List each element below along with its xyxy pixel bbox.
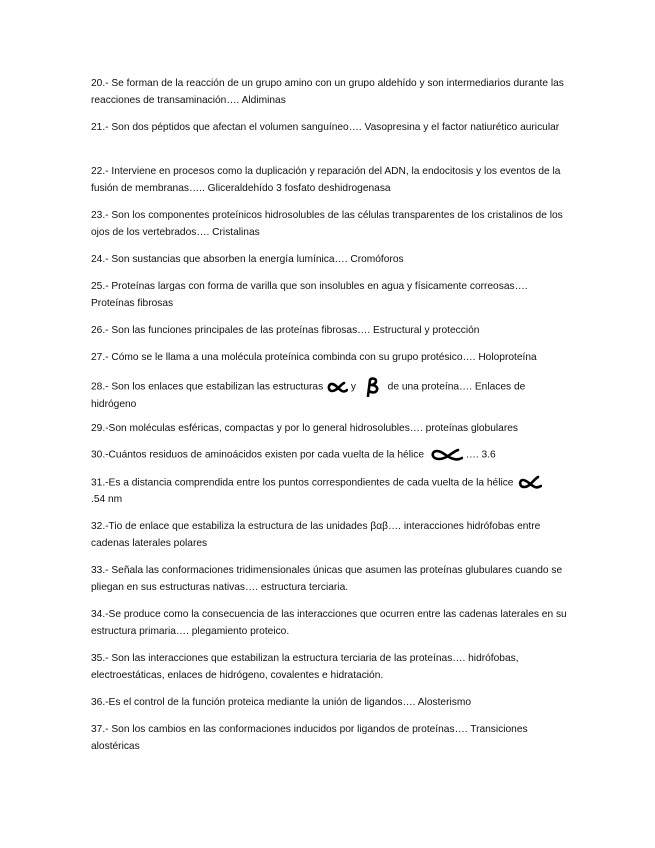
question-26: [91, 323, 569, 340]
question-text: 23.- Son los componentes proteínicos hidrosolubles de las células transparentes de los cristalinos de los ojos de los vertebrados…. Cristalinas: [91, 210, 566, 238]
question-30: [91, 447, 569, 464]
question-21: [91, 120, 569, 137]
question-25: [91, 279, 569, 312]
question-text: 20.- Se forman de la reacción de un grupo amino con un grupo aldehído y son intermediarios durante las reacciones de transaminación…. Aldiminas: [91, 78, 567, 106]
question-text: 29.-Son moléculas esféricas, compactas y por lo general hidrosolubles…. proteínas globulares: [91, 423, 518, 434]
beta-symbol-icon: [359, 377, 385, 397]
question-27: [91, 350, 569, 367]
question-23: [91, 208, 569, 241]
question-31: [91, 475, 569, 509]
question-text: 34.-Se produce como la consecuencia de las interacciones que ocurren entre las cadenas laterales en su estructura primaria…. plegamiento proteico.: [91, 609, 570, 637]
question-24: [91, 252, 569, 269]
question-29: [91, 421, 569, 438]
question-32: [91, 519, 569, 552]
question-text: 24.- Son sustancias que absorben la energía lumínica…. Cromóforos: [91, 254, 404, 265]
question-text-part-1: 30.-Cuántos residuos de aminoácidos existen por cada vuelta de la hélice: [91, 449, 424, 461]
question-37: [91, 722, 569, 755]
question-text: 22.- Interviene en procesos como la duplicación y reparación del ADN, la endocitosis y los eventos de la fusión de membranas….. Gliceraldehído 3 fosfato deshidrogenasa: [91, 166, 564, 194]
question-text-part-3: de una proteína…. Enlaces de hidrógeno: [91, 381, 529, 410]
question-33: [91, 563, 569, 596]
question-34: [91, 607, 569, 640]
question-text-part-1: 28.- Son los enlaces que estabilizan las estructuras: [91, 381, 324, 393]
question-text: 36.-Es el control de la función proteica mediante la unión de ligandos…. Alosterismo: [91, 697, 471, 708]
alpha-symbol-icon: [427, 447, 463, 463]
question-text: 25.- Proteínas largas con forma de varilla que son insolubles en agua y físicamente correosas…. Proteínas fibrosas: [91, 281, 531, 309]
question-text-part-2: .54 nm: [91, 494, 123, 506]
question-text: 35.- Son las interacciones que estabilizan la estructura terciaria de las proteínas…. hidrófobas, electroestáticas, enlaces de hidrógeno, covalentes e hidratación.: [91, 653, 522, 681]
question-text-part-2: …. 3.6: [465, 449, 496, 461]
question-22: [91, 164, 569, 197]
question-text: 21.- Son dos péptidos que afectan el volumen sanguíneo…. Vasopresina y el factor natiurético auricular: [91, 122, 560, 133]
question-text: 32.-Tio de enlace que estabiliza la estructura de las unidades βαβ…. interacciones hidrófobas entre cadenas laterales polares: [91, 521, 544, 549]
question-28: [91, 377, 569, 414]
question-text: 33.- Señala las conformaciones tridimensionales únicas que asumen las proteínas glubulares cuando se pliegan en sus estructuras nativas…. estructura terciaria.: [91, 565, 566, 593]
question-36: [91, 695, 569, 712]
question-text-part-1: 31.-Es a distancia comprendida entre los puntos correspondientes de cada vuelta de la hélice: [91, 477, 514, 489]
alpha-symbol-icon: [516, 475, 542, 491]
question-text: 27.- Cómo se le llama a una molécula proteínica combinda con su grupo protésico…. Holoproteína: [91, 352, 537, 363]
question-text-part-2: y: [350, 381, 356, 393]
question-35: [91, 651, 569, 684]
question-text: 26.- Son las funciones principales de las proteínas fibrosas…. Estructural y protección: [91, 325, 480, 336]
question-text: 37.- Son los cambios en las conformaciones inducidos por ligandos de proteínas…. Transiciones alostéricas: [91, 724, 531, 752]
question-20: [91, 76, 569, 109]
alpha-symbol-icon: [326, 379, 348, 395]
